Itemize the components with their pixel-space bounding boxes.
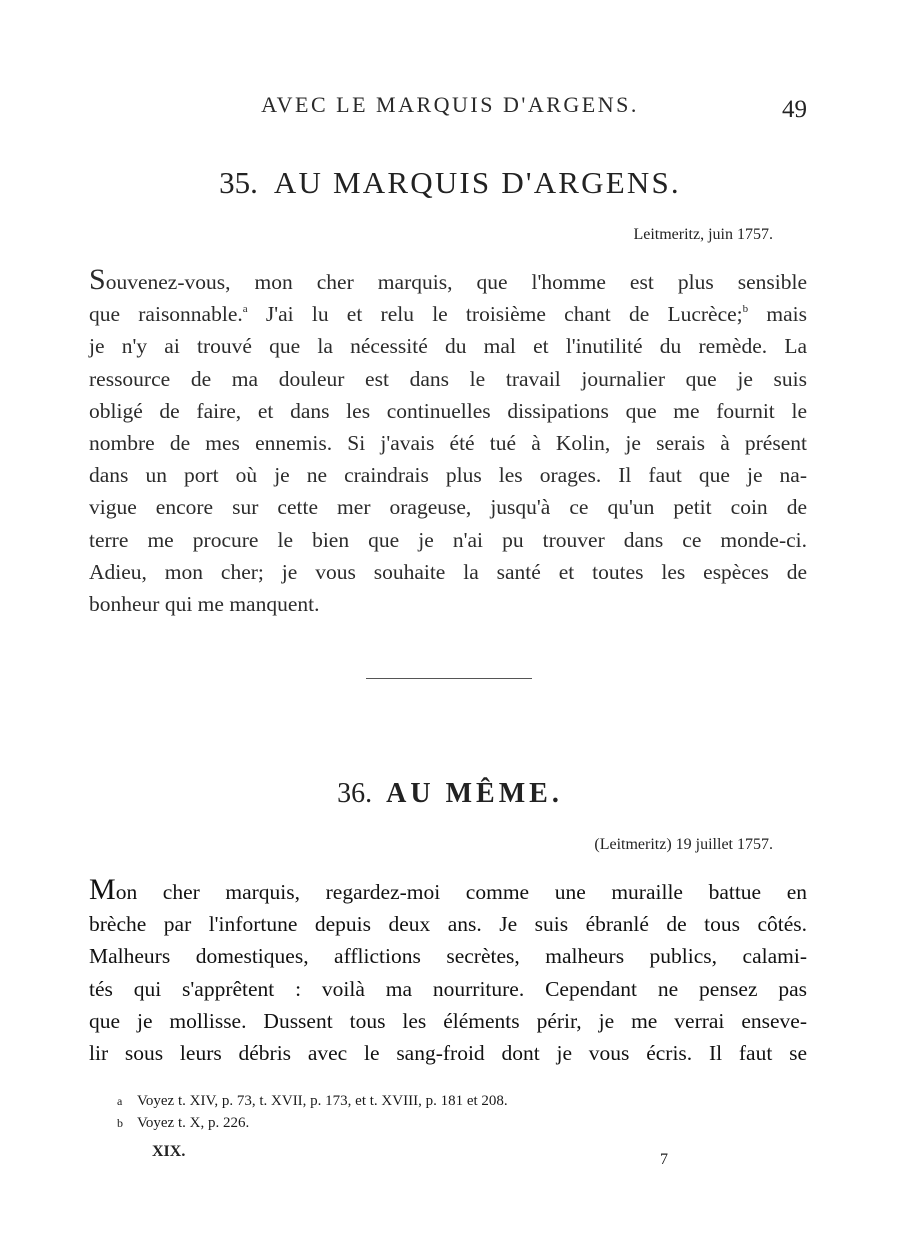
text-line: tés qui s'apprêtent : voilà ma nourriture. Cependant ne pensez pas xyxy=(89,976,807,1001)
section-divider xyxy=(366,678,532,679)
text-line: nombre de mes ennemis. Si j'avais été tué à Kolin, je serais à présent xyxy=(89,430,807,455)
text-line: bonheur qui me manquent. xyxy=(89,591,320,616)
text-line: dans un port où je ne craindrais plus les orages. Il faut que je na- xyxy=(89,463,807,488)
footnote-text: Voyez t. X, p. 226. xyxy=(137,1115,250,1131)
footnote-mark: b xyxy=(117,1116,123,1130)
letter-36-body xyxy=(89,873,807,1069)
letter-36-heading xyxy=(0,778,900,810)
text-line: que raisonnable.$^a$ J'ai lu et relu le troisième chant de Lucrèce;$^b$ mais xyxy=(89,302,807,327)
text-line: ressource de ma douleur est dans le travail journalier que je suis xyxy=(89,366,807,391)
footnote-b xyxy=(117,1115,249,1132)
drop-cap: M xyxy=(89,873,116,906)
text-line: Souvenez-vous, mon cher marquis, que l'homme est plus sensible xyxy=(89,263,807,296)
page-number: 49 xyxy=(782,96,807,123)
text-line: que je mollisse. Dussent tous les éléments périr, je me verrai enseve- xyxy=(89,1008,807,1033)
letter-35-dateline: Leitmeritz, juin 1757. xyxy=(633,226,773,243)
letter-number: 35. xyxy=(219,165,258,200)
footnote-ref-b[interactable]: b xyxy=(742,303,749,316)
running-head: AVEC LE MARQUIS D'ARGENS. xyxy=(261,92,639,117)
letter-36-dateline: (Leitmeritz) 19 juillet 1757. xyxy=(594,836,773,853)
text-line: terre me procure le bien que je n'ai pu trouver dans ce monde-ci. xyxy=(89,527,807,552)
sheet-number: 7 xyxy=(660,1151,668,1168)
text-line: Adieu, mon cher; je vous souhaite la santé et toutes les espèces de xyxy=(89,559,807,584)
text-line: je n'y ai trouvé que la nécessité du mal et l'inutilité du remède. La xyxy=(89,334,807,359)
text-line: obligé de faire, et dans les continuelles dissipations que me fournit le xyxy=(89,398,807,423)
footnote-ref-a[interactable]: a xyxy=(242,303,248,316)
text-line: lir sous leurs débris avec le sang-froid dont je vous écris. Il faut se xyxy=(89,1040,807,1065)
letter-number: 36. xyxy=(337,778,373,809)
drop-cap: S xyxy=(89,263,106,296)
footnote-a xyxy=(117,1093,508,1110)
letter-35-body xyxy=(89,263,807,620)
footnote-mark: a xyxy=(117,1094,123,1108)
text-line: brèche par l'infortune depuis deux ans. Je suis ébranlé de tous côtés. xyxy=(89,912,807,937)
text-line: vigue encore sur cette mer orageuse, jusqu'à ce qu'un petit coin de xyxy=(89,495,807,520)
letter-title: AU MARQUIS D'ARGENS. xyxy=(273,165,681,200)
signature-mark: XIX. xyxy=(152,1143,186,1160)
letter-title: AU MÊME. xyxy=(386,778,563,809)
footnote-text: Voyez t. XIV, p. 73, t. XVII, p. 173, et t. XVIII, p. 181 et 208. xyxy=(137,1093,508,1109)
letter-35-heading xyxy=(0,165,900,201)
text-line: Malheurs domestiques, afflictions secrètes, malheurs publics, calami- xyxy=(89,944,807,969)
text-line: Mon cher marquis, regardez-moi comme une muraille battue en xyxy=(89,873,807,906)
